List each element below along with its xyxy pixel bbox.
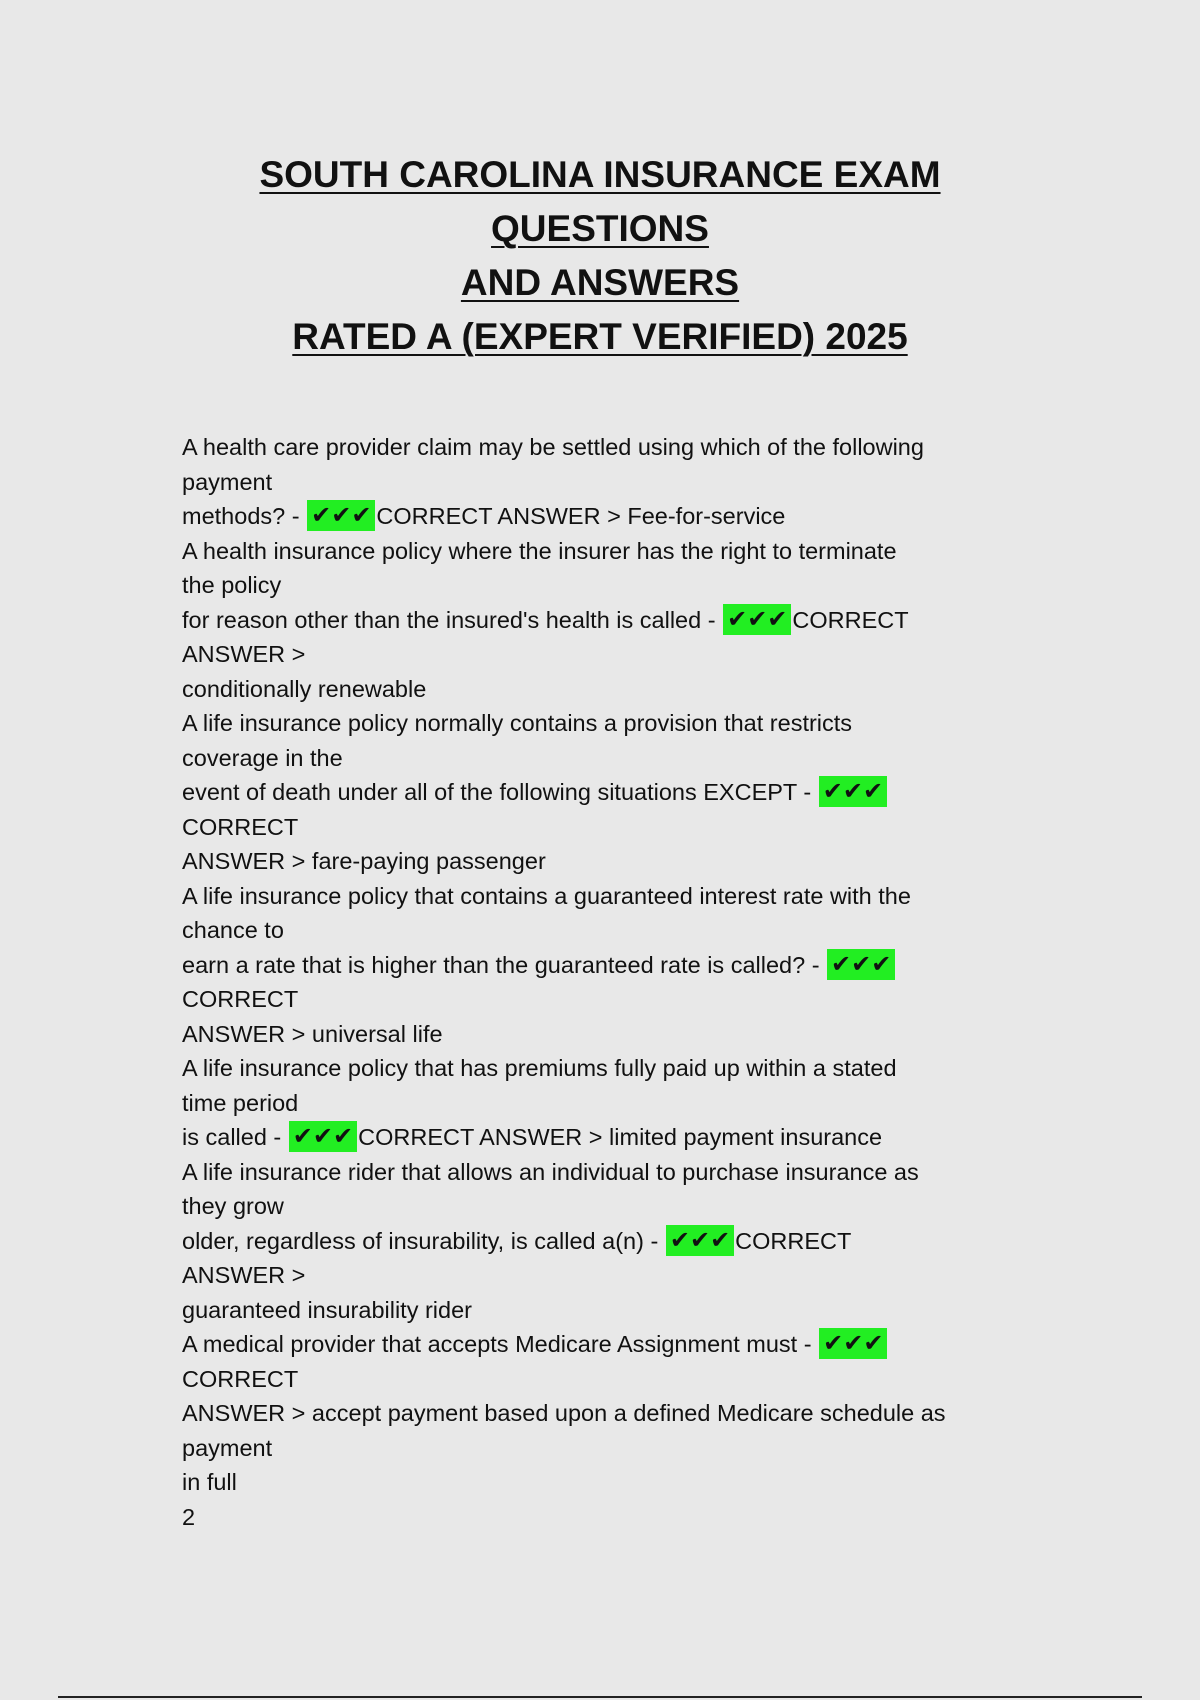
text-line (182, 775, 1032, 810)
line-text: methods? - (182, 503, 307, 529)
checkmark-highlight-icon: ✔✔✔ (289, 1121, 357, 1152)
line-text: CORRECT (182, 1365, 299, 1392)
line-text: ANSWER > (182, 641, 306, 667)
text-line (182, 568, 1032, 603)
text-line (182, 741, 1032, 776)
text-line (182, 637, 1032, 672)
line-text: payment (182, 468, 273, 495)
text-line (182, 948, 1032, 983)
line-text: CORRECT (182, 813, 299, 840)
line-text: earn a rate that is higher than the guaranteed rate is called? - (182, 951, 827, 978)
text-line (182, 1258, 1032, 1293)
text-line (182, 982, 1032, 1017)
line-text: time period (182, 1089, 299, 1116)
text-line (182, 1189, 1032, 1224)
text-line (182, 499, 1032, 534)
text-line (182, 534, 1032, 569)
line-text: ANSWER > universal life (182, 1020, 443, 1047)
text-line (182, 1465, 1032, 1500)
line-text: event of death under all of the following situations EXCEPT - (182, 779, 818, 805)
text-line (182, 1051, 1032, 1086)
line-text: A medical provider that accepts Medicare Assignment must - (182, 1331, 819, 1357)
title-line: RATED A (EXPERT VERIFIED) 2025 (292, 316, 908, 357)
line-text: is called - (182, 1124, 288, 1150)
checkmark-highlight-icon: ✔✔✔ (819, 1328, 887, 1359)
line-text: ANSWER > (182, 1262, 306, 1288)
checkmark-highlight-icon: ✔✔✔ (827, 949, 895, 980)
line-text: CORRECT (182, 986, 299, 1012)
line-text: A life insurance rider that allows an individual to purchase insurance as (182, 1158, 919, 1185)
checkmark-highlight-icon: ✔✔✔ (819, 776, 887, 807)
text-line (182, 465, 1032, 500)
text-line (182, 1500, 1032, 1535)
line-text: A life insurance policy that has premiums fully paid up within a stated (182, 1055, 897, 1081)
checkmark-highlight-icon: ✔✔✔ (307, 500, 375, 531)
text-line (182, 844, 1032, 879)
page-bottom-rule (58, 1696, 1142, 1698)
text-line (182, 1327, 1032, 1362)
line-text: in full (182, 1469, 237, 1495)
line-text: for reason other than the insured's health is called - (182, 606, 723, 633)
line-text: chance to (182, 917, 284, 943)
checkmark-highlight-icon: ✔✔✔ (723, 604, 791, 635)
line-text: conditionally renewable (182, 675, 427, 702)
line-text-after: CORRECT (792, 606, 909, 633)
line-text: payment (182, 1434, 273, 1461)
text-line (182, 430, 1032, 465)
text-line (182, 603, 1032, 638)
checkmark-highlight-icon: ✔✔✔ (666, 1225, 734, 1256)
text-line (182, 810, 1032, 845)
text-line (182, 913, 1032, 948)
text-line (182, 1086, 1032, 1121)
text-line (182, 1396, 1032, 1431)
line-text: the policy (182, 572, 282, 598)
line-text: A health care provider claim may be settled using which of the following (182, 434, 924, 460)
line-text: coverage in the (182, 744, 343, 771)
line-text-after: CORRECT (735, 1227, 852, 1254)
line-text-after: CORRECT ANSWER > Fee-for-service (376, 503, 786, 529)
line-text: A health insurance policy where the insurer has the right to terminate (182, 537, 897, 564)
line-text: ANSWER > fare-paying passenger (182, 848, 546, 874)
title-line: SOUTH CAROLINA INSURANCE EXAM (259, 154, 941, 195)
line-text: older, regardless of insurability, is called a(n) - (182, 1227, 665, 1254)
text-line (182, 706, 1032, 741)
line-text: A life insurance policy that contains a guaranteed interest rate with the (182, 882, 911, 909)
line-text: A life insurance policy normally contains a provision that restricts (182, 710, 853, 736)
text-line (182, 1155, 1032, 1190)
line-text: ANSWER > accept payment based upon a defined Medicare schedule as (182, 1400, 946, 1426)
text-line (182, 672, 1032, 707)
line-text: 2 (182, 1503, 196, 1530)
text-line (182, 1362, 1032, 1397)
title-line: AND ANSWERS (460, 262, 740, 303)
text-line (182, 1431, 1032, 1466)
line-text: they grow (182, 1193, 284, 1219)
question-answer-text (182, 430, 1032, 1534)
text-line (182, 1120, 1032, 1155)
line-text-after: CORRECT ANSWER > limited payment insurance (358, 1124, 883, 1150)
text-line (182, 879, 1032, 914)
line-text: guaranteed insurability rider (182, 1296, 472, 1323)
text-line (182, 1293, 1032, 1328)
title-line: QUESTIONS (491, 208, 709, 249)
document-title (0, 148, 1200, 364)
text-line (182, 1017, 1032, 1052)
text-line (182, 1224, 1032, 1259)
